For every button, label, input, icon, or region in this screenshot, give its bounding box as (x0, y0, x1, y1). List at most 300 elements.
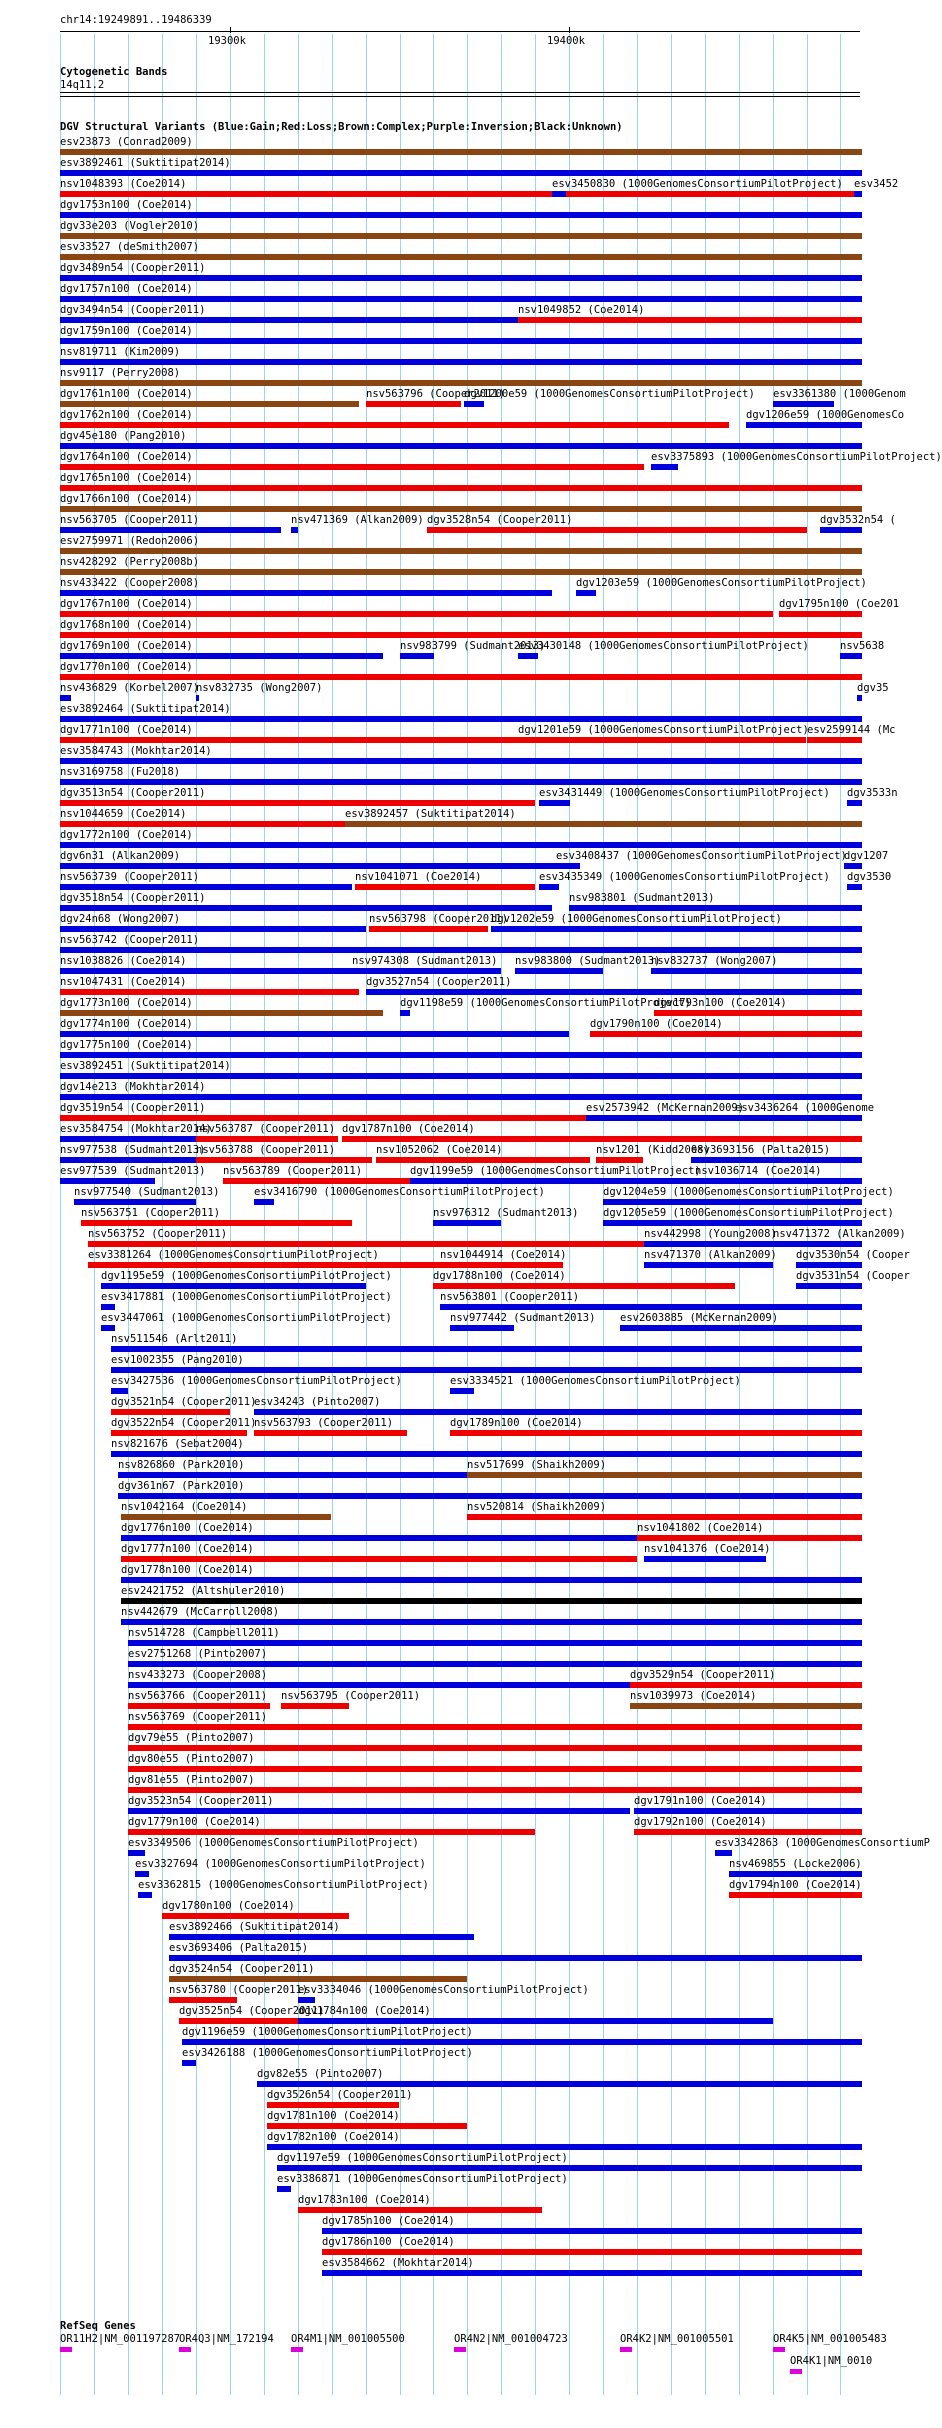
variant-bar[interactable] (556, 863, 580, 869)
variant-label[interactable]: nsv977540 (Sudmant2013) (74, 1186, 220, 1198)
variant-label[interactable]: esv2573942 (McKernan2009) (586, 1102, 745, 1114)
variant-bar[interactable] (691, 1157, 862, 1163)
variant-label[interactable]: dgv1772n100 (Coe2014) (60, 829, 193, 841)
variant-label[interactable]: esv3447061 (1000GenomesConsortiumPilotProject) (101, 1312, 392, 1324)
gene-marker[interactable] (773, 2347, 785, 2352)
variant-label[interactable]: dgv1783n100 (Coe2014) (298, 2194, 431, 2206)
variant-bar[interactable] (128, 1850, 145, 1856)
variant-bar[interactable] (450, 1430, 862, 1436)
variant-label[interactable]: dgv1781n100 (Coe2014) (267, 2110, 400, 2122)
variant-label[interactable]: dgv3530n54 (Cooper (796, 1249, 910, 1261)
variant-bar[interactable] (440, 1262, 562, 1268)
variant-label[interactable]: dgv1200e59 (1000GenomesConsortiumPilotProject) (464, 388, 755, 400)
variant-bar[interactable] (277, 2165, 862, 2171)
variant-bar[interactable] (267, 2144, 862, 2150)
variant-label[interactable]: dgv81e55 (Pinto2007) (128, 1774, 255, 1786)
variant-bar[interactable] (60, 443, 862, 449)
variant-bar[interactable] (620, 1325, 862, 1331)
variant-label[interactable]: esv3426188 (1000GenomesConsortiumPilotProject) (182, 2047, 473, 2059)
variant-label[interactable]: nsv563766 (Cooper2011) (128, 1690, 268, 1702)
variant-bar[interactable] (400, 1010, 410, 1016)
variant-label[interactable]: esv977539 (Sudmant2013) (60, 1165, 206, 1177)
variant-label[interactable]: nsv563705 (Cooper2011) (60, 514, 200, 526)
variant-label[interactable]: dgv3522n54 (Cooper2011) (111, 1417, 257, 1429)
variant-label[interactable]: dgv3518n54 (Cooper2011) (60, 892, 206, 904)
variant-bar[interactable] (352, 968, 501, 974)
variant-label[interactable]: nsv471369 (Alkan2009) (291, 514, 424, 526)
variant-bar[interactable] (121, 1535, 637, 1541)
variant-bar[interactable] (169, 1934, 474, 1940)
variant-label[interactable]: dgv361n67 (Park2010) (118, 1480, 245, 1492)
variant-label[interactable]: dgv1776n100 (Coe2014) (121, 1522, 254, 1534)
variant-label[interactable]: nsv563751 (Cooper2011) (81, 1207, 221, 1219)
variant-label[interactable]: esv3584754 (Mokhtar2014) (60, 1123, 212, 1135)
variant-bar[interactable] (60, 1136, 196, 1142)
variant-bar[interactable] (111, 1409, 230, 1415)
variant-label[interactable]: nsv471370 (Alkan2009) (644, 1249, 777, 1261)
variant-bar[interactable] (60, 359, 862, 365)
variant-label[interactable]: nsv983801 (Sudmant2013) (569, 892, 715, 904)
variant-label[interactable]: esv3431449 (1000GenomesConsortiumPilotProject) (539, 787, 830, 799)
variant-bar[interactable] (634, 1808, 862, 1814)
variant-bar[interactable] (60, 968, 352, 974)
variant-bar[interactable] (596, 1157, 643, 1163)
variant-label[interactable]: esv2599144 (Mc (807, 724, 896, 736)
variant-label[interactable]: dgv1780n100 (Coe2014) (162, 1900, 295, 1912)
variant-bar[interactable] (111, 1451, 862, 1457)
variant-bar[interactable] (60, 401, 359, 407)
variant-label[interactable]: dgv1773n100 (Coe2014) (60, 997, 193, 1009)
variant-bar[interactable] (467, 1514, 862, 1520)
variant-label[interactable]: nsv442679 (McCarroll2008) (121, 1606, 280, 1618)
gene-marker[interactable] (790, 2369, 802, 2374)
variant-bar[interactable] (128, 1745, 862, 1751)
variant-label[interactable]: esv3450830 (1000GenomesConsortiumPilotProject) (552, 178, 843, 190)
variant-bar[interactable] (433, 1220, 501, 1226)
variant-bar[interactable] (111, 1430, 247, 1436)
variant-label[interactable]: nsv563796 (Cooper2011) (366, 388, 506, 400)
variant-bar[interactable] (128, 1808, 630, 1814)
variant-label[interactable]: nsv563795 (Cooper2011) (281, 1690, 421, 1702)
variant-label[interactable]: nsv442998 (Young2008) (644, 1228, 777, 1240)
variant-bar[interactable] (603, 1220, 862, 1226)
variant-bar[interactable] (257, 2081, 862, 2087)
variant-label[interactable]: nsv514728 (Campbell2011) (128, 1627, 280, 1639)
variant-bar[interactable] (820, 527, 862, 533)
variant-label[interactable]: nsv826860 (Park2010) (118, 1459, 245, 1471)
variant-label[interactable]: nsv983799 (Sudmant2013) (400, 640, 546, 652)
variant-bar[interactable] (366, 989, 862, 995)
variant-bar[interactable] (569, 905, 862, 911)
variant-bar[interactable] (847, 884, 862, 890)
variant-label[interactable]: nsv1039973 (Coe2014) (630, 1690, 757, 1702)
variant-bar[interactable] (60, 296, 862, 302)
variant-label[interactable]: nsv1041071 (Coe2014) (355, 871, 482, 883)
variant-bar[interactable] (60, 758, 862, 764)
variant-bar[interactable] (223, 1178, 410, 1184)
variant-bar[interactable] (101, 1304, 115, 1310)
variant-bar[interactable] (773, 1241, 862, 1247)
variant-label[interactable]: dgv1204e59 (1000GenomesConsortiumPilotProject) (603, 1186, 894, 1198)
variant-label[interactable]: nsv436829 (Korbel2007) (60, 682, 200, 694)
variant-bar[interactable] (179, 2018, 298, 2024)
variant-bar[interactable] (60, 779, 862, 785)
variant-bar[interactable] (169, 1955, 862, 1961)
variant-bar[interactable] (644, 1241, 773, 1247)
variant-label[interactable]: esv3452 (854, 178, 899, 190)
variant-label[interactable]: esv3892461 (Suktitipat2014) (60, 157, 231, 169)
variant-label[interactable]: dgv1765n100 (Coe2014) (60, 472, 193, 484)
variant-label[interactable]: dgv3489n54 (Cooper2011) (60, 262, 206, 274)
variant-bar[interactable] (128, 1640, 862, 1646)
variant-label[interactable]: esv2603885 (McKernan2009) (620, 1312, 779, 1324)
variant-bar[interactable] (515, 968, 603, 974)
variant-bar[interactable] (196, 695, 199, 701)
variant-label[interactable]: nsv563752 (Cooper2011) (88, 1228, 228, 1240)
variant-bar[interactable] (254, 1430, 407, 1436)
variant-bar[interactable] (729, 1892, 862, 1898)
variant-label[interactable]: dgv1791n100 (Coe2014) (634, 1795, 767, 1807)
variant-label[interactable]: nsv428292 (Perry2008b) (60, 556, 200, 568)
variant-bar[interactable] (60, 989, 359, 995)
variant-label[interactable]: nsv563739 (Cooper2011) (60, 871, 200, 883)
variant-label[interactable]: dgv3525n54 (Cooper2011) (179, 2005, 325, 2017)
variant-label[interactable]: dgv1769n100 (Coe2014) (60, 640, 193, 652)
variant-bar[interactable] (60, 1031, 569, 1037)
variant-label[interactable]: esv3386871 (1000GenomesConsortiumPilotProject) (277, 2173, 568, 2185)
variant-label[interactable]: nsv3169758 (Fu2018) (60, 766, 181, 778)
variant-label[interactable]: dgv1767n100 (Coe2014) (60, 598, 193, 610)
variant-label[interactable]: nsv832735 (Wong2007) (196, 682, 323, 694)
variant-label[interactable]: esv3436264 (1000Genome (735, 1102, 875, 1114)
variant-bar[interactable] (440, 1304, 862, 1310)
variant-bar[interactable] (840, 653, 862, 659)
variant-bar[interactable] (121, 1619, 862, 1625)
variant-bar[interactable] (779, 611, 862, 617)
variant-bar[interactable] (322, 2270, 862, 2276)
variant-bar[interactable] (60, 149, 862, 155)
variant-bar[interactable] (651, 464, 678, 470)
variant-label[interactable]: dgv1757n100 (Coe2014) (60, 283, 193, 295)
variant-bar[interactable] (60, 380, 862, 386)
variant-label[interactable]: dgv1207 (844, 850, 889, 862)
variant-bar[interactable] (60, 884, 352, 890)
variant-bar[interactable] (644, 1556, 766, 1562)
variant-bar[interactable] (60, 569, 862, 575)
variant-label[interactable]: dgv1206e59 (1000GenomesCo (746, 409, 905, 421)
variant-bar[interactable] (844, 863, 862, 869)
variant-label[interactable]: dgv3532n54 ( (820, 514, 896, 526)
variant-bar[interactable] (735, 1115, 862, 1121)
variant-bar[interactable] (60, 506, 862, 512)
variant-label[interactable]: dgv1774n100 (Coe2014) (60, 1018, 193, 1030)
variant-label[interactable]: esv3584662 (Mokhtar2014) (322, 2257, 474, 2269)
variant-bar[interactable] (298, 2018, 773, 2024)
variant-label[interactable]: dgv1196e59 (1000GenomesConsortiumPilotProject) (182, 2026, 473, 2038)
variant-label[interactable]: esv3892464 (Suktitipat2014) (60, 703, 231, 715)
variant-bar[interactable] (60, 716, 862, 722)
variant-bar[interactable] (267, 2102, 399, 2108)
variant-label[interactable]: nsv563780 (Cooper2011) (169, 1984, 309, 1996)
variant-label[interactable]: dgv14e213 (Mokhtar2014) (60, 1081, 206, 1093)
variant-label[interactable]: dgv80e55 (Pinto2007) (128, 1753, 255, 1765)
variant-bar[interactable] (60, 674, 862, 680)
variant-bar[interactable] (539, 884, 559, 890)
variant-bar[interactable] (342, 1136, 862, 1142)
variant-label[interactable]: nsv821676 (Sebat2004) (111, 1438, 244, 1450)
variant-bar[interactable] (427, 527, 807, 533)
variant-bar[interactable] (539, 800, 570, 806)
variant-label[interactable]: dgv3531n54 (Cooper (796, 1270, 910, 1282)
variant-bar[interactable] (630, 1703, 862, 1709)
variant-bar[interactable] (88, 1241, 644, 1247)
variant-label[interactable]: esv3427536 (1000GenomesConsortiumPilotProject) (111, 1375, 402, 1387)
variant-label[interactable]: dgv1779n100 (Coe2014) (128, 1816, 261, 1828)
variant-bar[interactable] (291, 527, 298, 533)
variant-bar[interactable] (254, 1199, 274, 1205)
variant-label[interactable]: nsv520814 (Shaikh2009) (467, 1501, 607, 1513)
variant-label[interactable]: nsv983800 (Sudmant2013) (515, 955, 661, 967)
variant-label[interactable]: esv1002355 (Pang2010) (111, 1354, 244, 1366)
variant-label[interactable]: nsv1047431 (Coe2014) (60, 976, 187, 988)
variant-bar[interactable] (121, 1577, 862, 1583)
variant-label[interactable]: nsv471372 (Alkan2009) (773, 1228, 906, 1240)
variant-label[interactable]: nsv1038826 (Coe2014) (60, 955, 187, 967)
variant-bar[interactable] (654, 1010, 862, 1016)
variant-bar[interactable] (586, 1115, 735, 1121)
variant-label[interactable]: dgv3523n54 (Cooper2011) (128, 1795, 274, 1807)
variant-bar[interactable] (355, 884, 535, 890)
variant-bar[interactable] (81, 1220, 352, 1226)
variant-bar[interactable] (60, 191, 862, 197)
variant-label[interactable]: dgv1792n100 (Coe2014) (634, 1816, 767, 1828)
variant-bar[interactable] (60, 1178, 155, 1184)
variant-bar[interactable] (60, 1094, 862, 1100)
variant-label[interactable]: nsv819711 (Kim2009) (60, 346, 181, 358)
variant-label[interactable]: nsv563787 (Cooper2011) (196, 1123, 336, 1135)
variant-bar[interactable] (196, 1136, 338, 1142)
variant-label[interactable]: dgv1202e59 (1000GenomesConsortiumPilotProject) (491, 913, 782, 925)
variant-label[interactable]: nsv1049852 (Coe2014) (518, 304, 645, 316)
variant-bar[interactable] (60, 170, 862, 176)
variant-label[interactable]: dgv79e55 (Pinto2007) (128, 1732, 255, 1744)
variant-label[interactable]: esv3327694 (1000GenomesConsortiumPilotProject) (135, 1858, 426, 1870)
variant-label[interactable]: nsv832737 (Wong2007) (651, 955, 778, 967)
variant-label[interactable]: dgv1778n100 (Coe2014) (121, 1564, 254, 1576)
gene-marker[interactable] (454, 2347, 466, 2352)
variant-bar[interactable] (60, 422, 729, 428)
variant-bar[interactable] (651, 968, 862, 974)
variant-bar[interactable] (467, 1472, 862, 1478)
variant-label[interactable]: dgv1789n100 (Coe2014) (450, 1417, 583, 1429)
variant-bar[interactable] (644, 1262, 773, 1268)
variant-label[interactable]: nsv5638 (840, 640, 885, 652)
variant-label[interactable]: dgv1764n100 (Coe2014) (60, 451, 193, 463)
variant-label[interactable]: esv3375893 (1000GenomesConsortiumPilotProject) (651, 451, 942, 463)
variant-bar[interactable] (369, 926, 488, 932)
variant-label[interactable]: nsv1052062 (Coe2014) (376, 1144, 503, 1156)
variant-bar[interactable] (60, 1010, 383, 1016)
variant-label[interactable]: esv3416790 (1000GenomesConsortiumPilotProject) (254, 1186, 545, 1198)
variant-label[interactable]: dgv3533n (847, 787, 898, 799)
variant-label[interactable]: dgv3494n54 (Cooper2011) (60, 304, 206, 316)
variant-label[interactable]: nsv433422 (Cooper2008) (60, 577, 200, 589)
variant-label[interactable]: esv3342863 (1000GenomesConsortiumP (715, 1837, 930, 1849)
variant-bar[interactable] (128, 1724, 862, 1730)
variant-bar[interactable] (121, 1556, 637, 1562)
gene-label[interactable]: OR4K1|NM_0010 (790, 2355, 873, 2367)
variant-label[interactable]: nsv563769 (Cooper2011) (128, 1711, 268, 1723)
variant-label[interactable]: nsv563742 (Cooper2011) (60, 934, 200, 946)
variant-label[interactable]: dgv1761n100 (Coe2014) (60, 388, 193, 400)
variant-bar[interactable] (60, 485, 862, 491)
variant-label[interactable]: dgv1795n100 (Coe201 (779, 598, 900, 610)
variant-bar[interactable] (60, 947, 862, 953)
variant-label[interactable]: dgv1197e59 (1000GenomesConsortiumPilotProject) (277, 2152, 568, 2164)
variant-bar[interactable] (857, 695, 862, 701)
variant-label[interactable]: dgv1784n100 (Coe2014) (298, 2005, 431, 2017)
variant-bar[interactable] (128, 1661, 862, 1667)
variant-label[interactable]: dgv1198e59 (1000GenomesConsortiumPilotProject) (400, 997, 691, 1009)
variant-label[interactable]: dgv1786n100 (Coe2014) (322, 2236, 455, 2248)
variant-bar[interactable] (298, 2207, 542, 2213)
variant-bar[interactable] (630, 1682, 862, 1688)
variant-label[interactable]: dgv6n31 (Alkan2009) (60, 850, 181, 862)
variant-bar[interactable] (196, 1157, 372, 1163)
variant-bar[interactable] (111, 1367, 862, 1373)
variant-bar[interactable] (60, 905, 552, 911)
variant-label[interactable]: dgv1785n100 (Coe2014) (322, 2215, 455, 2227)
variant-label[interactable]: dgv1777n100 (Coe2014) (121, 1543, 254, 1555)
gene-label[interactable]: OR4Q3|NM_172194 (179, 2333, 274, 2345)
gene-label[interactable]: OR4N2|NM_001004723 (454, 2333, 568, 2345)
variant-label[interactable]: esv3892466 (Suktitipat2014) (169, 1921, 340, 1933)
variant-bar[interactable] (60, 926, 366, 932)
variant-bar[interactable] (128, 1787, 862, 1793)
variant-bar[interactable] (60, 1052, 862, 1058)
variant-bar[interactable] (60, 527, 281, 533)
variant-bar[interactable] (281, 1703, 349, 1709)
variant-label[interactable]: esv34243 (Pinto2007) (254, 1396, 381, 1408)
variant-bar[interactable] (60, 338, 862, 344)
variant-label[interactable]: dgv1753n100 (Coe2014) (60, 199, 193, 211)
variant-bar[interactable] (121, 1514, 331, 1520)
variant-bar[interactable] (518, 317, 862, 323)
gene-label[interactable]: OR4K5|NM_001005483 (773, 2333, 887, 2345)
variant-label[interactable]: nsv1042164 (Coe2014) (121, 1501, 248, 1513)
variant-label[interactable]: esv3693406 (Palta2015) (169, 1942, 309, 1954)
variant-bar[interactable] (60, 254, 862, 260)
variant-label[interactable]: nsv517699 (Shaikh2009) (467, 1459, 607, 1471)
variant-label[interactable]: dgv35 (857, 682, 889, 694)
variant-bar[interactable] (128, 1829, 535, 1835)
variant-bar[interactable] (267, 2123, 467, 2129)
gene-label[interactable]: OR4K2|NM_001005501 (620, 2333, 734, 2345)
variant-bar[interactable] (796, 1262, 862, 1268)
variant-bar[interactable] (746, 422, 862, 428)
variant-bar[interactable] (60, 1157, 196, 1163)
variant-label[interactable]: dgv45e180 (Pang2010) (60, 430, 187, 442)
variant-label[interactable]: dgv1195e59 (1000GenomesConsortiumPilotProject) (101, 1270, 392, 1282)
variant-bar[interactable] (101, 1283, 366, 1289)
variant-bar[interactable] (807, 737, 862, 743)
variant-bar[interactable] (634, 1829, 862, 1835)
variant-label[interactable]: nsv1044659 (Coe2014) (60, 808, 187, 820)
variant-bar[interactable] (169, 1976, 467, 1982)
variant-bar[interactable] (60, 737, 528, 743)
variant-bar[interactable] (376, 1157, 590, 1163)
variant-label[interactable]: dgv1768n100 (Coe2014) (60, 619, 193, 631)
variant-label[interactable]: dgv3526n54 (Cooper2011) (267, 2089, 413, 2101)
variant-bar[interactable] (729, 1871, 862, 1877)
variant-label[interactable]: nsv1041376 (Coe2014) (644, 1543, 771, 1555)
variant-label[interactable]: dgv1759n100 (Coe2014) (60, 325, 193, 337)
variant-label[interactable]: dgv1762n100 (Coe2014) (60, 409, 193, 421)
variant-bar[interactable] (128, 1703, 270, 1709)
variant-bar[interactable] (322, 2249, 862, 2255)
variant-bar[interactable] (60, 821, 345, 827)
variant-label[interactable]: nsv563801 (Cooper2011) (440, 1291, 580, 1303)
variant-bar[interactable] (322, 2228, 862, 2234)
variant-bar[interactable] (60, 548, 862, 554)
variant-label[interactable]: nsv1048393 (Coe2014) (60, 178, 187, 190)
variant-label[interactable]: nsv469855 (Locke2006) (729, 1858, 862, 1870)
variant-label[interactable]: dgv1787n100 (Coe2014) (342, 1123, 475, 1135)
variant-bar[interactable] (118, 1472, 467, 1478)
variant-bar[interactable] (345, 821, 862, 827)
variant-label[interactable]: dgv1782n100 (Coe2014) (267, 2131, 400, 2143)
variant-label[interactable]: esv3892451 (Suktitipat2014) (60, 1060, 231, 1072)
variant-bar[interactable] (60, 464, 644, 470)
variant-label[interactable]: dgv33e203 (Vogler2010) (60, 220, 200, 232)
gene-marker[interactable] (179, 2347, 191, 2352)
variant-bar[interactable] (254, 1409, 862, 1415)
variant-bar[interactable] (796, 1283, 862, 1289)
variant-bar[interactable] (74, 1199, 196, 1205)
variant-label[interactable]: dgv1771n100 (Coe2014) (60, 724, 193, 736)
variant-label[interactable]: nsv976312 (Sudmant2013) (433, 1207, 579, 1219)
variant-label[interactable]: nsv433273 (Cooper2008) (128, 1669, 268, 1681)
variant-label[interactable]: dgv82e55 (Pinto2007) (257, 2068, 384, 2080)
variant-bar[interactable] (576, 590, 596, 596)
variant-bar[interactable] (111, 1388, 128, 1394)
variant-bar[interactable] (277, 2186, 291, 2192)
gene-label[interactable]: OR11H2|NM_001197287 (60, 2333, 181, 2345)
variant-label[interactable]: esv3435349 (1000GenomesConsortiumPilotProject) (539, 871, 830, 883)
variant-label[interactable]: dgv1770n100 (Coe2014) (60, 661, 193, 673)
variant-label[interactable]: dgv3530 (847, 871, 892, 883)
variant-bar[interactable] (464, 401, 484, 407)
variant-bar[interactable] (101, 1325, 115, 1331)
variant-bar[interactable] (773, 401, 834, 407)
variant-label[interactable]: esv3408437 (1000GenomesConsortiumPilotProject) (556, 850, 847, 862)
variant-label[interactable]: dgv3527n54 (Cooper2011) (366, 976, 512, 988)
variant-bar[interactable] (182, 2039, 862, 2045)
variant-bar[interactable] (450, 1325, 514, 1331)
variant-bar[interactable] (60, 317, 518, 323)
variant-label[interactable]: dgv1788n100 (Coe2014) (433, 1270, 566, 1282)
variant-bar[interactable] (138, 1892, 152, 1898)
variant-label[interactable]: nsv1044914 (Coe2014) (440, 1249, 567, 1261)
variant-bar[interactable] (410, 1178, 695, 1184)
variant-label[interactable]: nsv563789 (Cooper2011) (223, 1165, 363, 1177)
variant-bar[interactable] (60, 233, 862, 239)
variant-label[interactable]: esv3417881 (1000GenomesConsortiumPilotProject) (101, 1291, 392, 1303)
variant-label[interactable]: esv3693156 (Palta2015) (691, 1144, 831, 1156)
variant-bar[interactable] (60, 653, 383, 659)
variant-bar[interactable] (60, 842, 862, 848)
variant-label[interactable]: nsv1041802 (Coe2014) (637, 1522, 764, 1534)
